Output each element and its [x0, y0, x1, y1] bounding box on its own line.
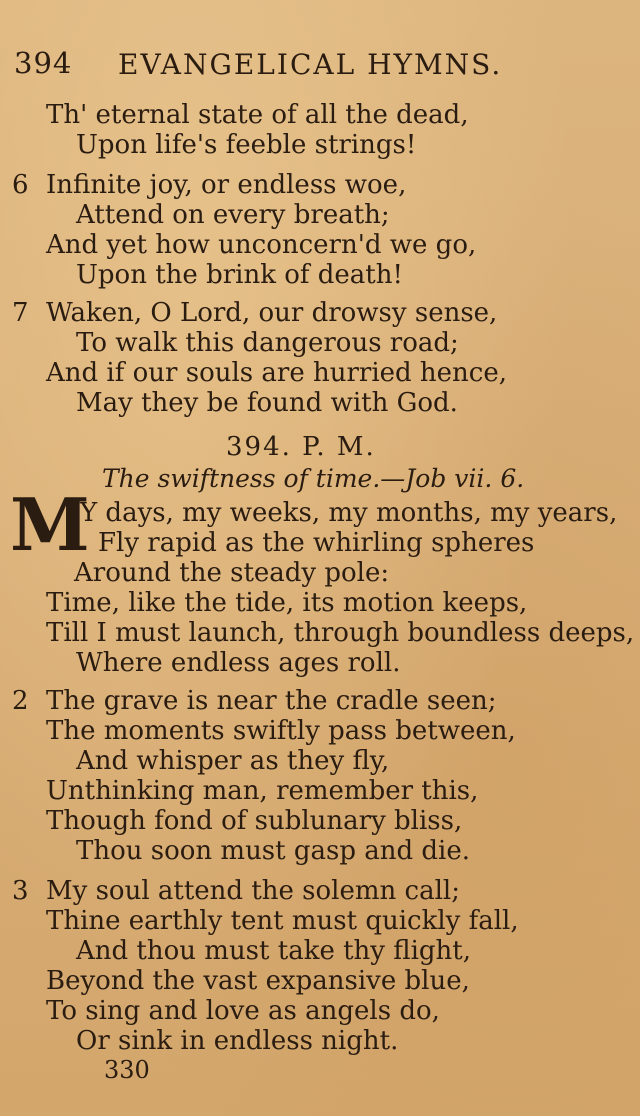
- verse-line: Where endless ages roll.: [76, 648, 401, 678]
- verse-line: To sing and love as angels do,: [46, 996, 440, 1026]
- verse-line: Till I must launch, through boundless deeps,: [46, 618, 635, 648]
- stanza-number: 6: [12, 170, 29, 200]
- verse-line: Y days, my weeks, my months, my years,: [80, 498, 618, 528]
- verse-line: Thou soon must gasp and die.: [76, 836, 471, 866]
- stanza-number: 2: [12, 686, 29, 716]
- verse-line: And if our souls are hurried hence,: [46, 358, 508, 388]
- hymn-subtitle: The swiftness of time.—Job vii. 6.: [102, 464, 525, 493]
- verse-line: Upon life's feeble strings!: [76, 130, 417, 160]
- verse-line: Though fond of sublunary bliss,: [46, 806, 463, 836]
- drop-cap: M: [10, 482, 84, 567]
- verse-line: Beyond the vast expansive blue,: [46, 966, 470, 996]
- verse-line: Time, like the tide, its motion keeps,: [46, 588, 528, 618]
- verse-line: Thine earthly tent must quickly fall,: [46, 906, 519, 936]
- signature-mark: 330: [104, 1056, 150, 1084]
- verse-line: And yet how unconcern'd we go,: [46, 230, 477, 260]
- verse-line: Waken, O Lord, our drowsy sense,: [46, 298, 498, 328]
- stanza-number: 3: [12, 876, 29, 906]
- verse-line: Or sink in endless night.: [76, 1026, 399, 1056]
- verse-line: Unthinking man, remember this,: [46, 776, 479, 806]
- verse-line: May they be found with God.: [76, 388, 458, 418]
- stanza-number: 7: [12, 298, 29, 328]
- verse-line: And whisper as they fly,: [76, 746, 390, 776]
- verse-line: The moments swiftly pass between,: [46, 716, 516, 746]
- verse-line: My soul attend the solemn call;: [46, 876, 460, 906]
- page-number: 394: [14, 46, 73, 80]
- verse-line: Th' eternal state of all the dead,: [46, 100, 469, 130]
- verse-line: Fly rapid as the whirling spheres: [98, 528, 535, 558]
- verse-line: And thou must take thy flight,: [76, 936, 472, 966]
- verse-line: Infinite joy, or endless woe,: [46, 170, 407, 200]
- verse-line: Attend on every breath;: [76, 200, 390, 230]
- verse-line: Around the steady pole:: [74, 558, 390, 588]
- running-title: EVANGELICAL HYMNS.: [118, 48, 503, 81]
- verse-line: Upon the brink of death!: [76, 260, 403, 290]
- verse-line: The grave is near the cradle seen;: [46, 686, 497, 716]
- verse-line: To walk this dangerous road;: [76, 328, 459, 358]
- hymn-heading: 394. P. M.: [226, 432, 376, 462]
- page-header: [14, 46, 614, 86]
